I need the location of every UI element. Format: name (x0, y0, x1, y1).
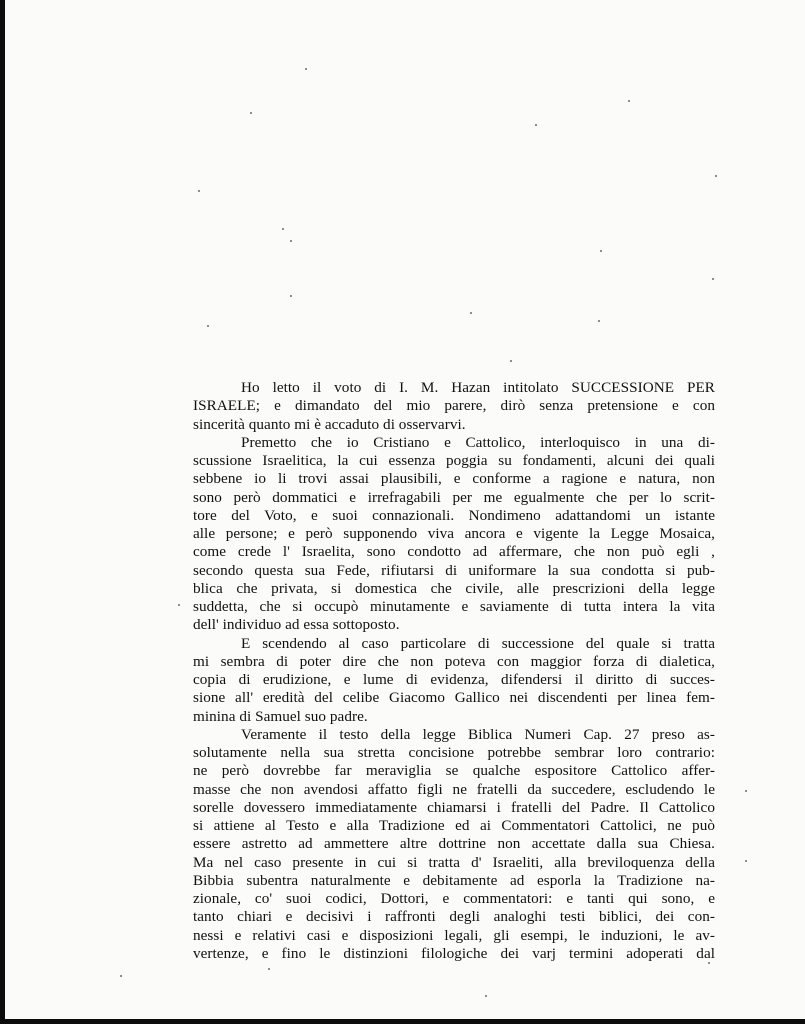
paragraph (193, 726, 715, 963)
text-line: alle persone; e però supponendo viva ancora e vigente la Legge Mosaica, (193, 525, 715, 542)
scan-bottom-border (0, 1019, 805, 1024)
text-line: dell' individuo ad essa sottoposto. (193, 616, 400, 634)
text-line: Premetto che io Cristiano e Cattolico, interloquisco in una di- (241, 433, 715, 451)
text-line: copia di erudizione, e lume di evidenza, difendersi il diritto di succes- (193, 671, 715, 688)
text-line: zionale, co' suoi codici, Dottori, e commentatori: e tanti qui sono, e (193, 890, 715, 907)
text-line: minina di Samuel suo padre. (193, 707, 368, 725)
text-line: Ho letto il voto di I. M. Hazan intitolato SUCCESSIONE PER (241, 379, 715, 396)
text-line: Bibbia subentra naturalmente e debitamente ad esporla la Tradizione na- (193, 871, 715, 889)
text-line: tanto chiari e decisivi i raffronti degli analoghi testi biblici, dei con- (193, 908, 715, 926)
text-line: essere astretto ad ammettere altre dottrine non accettate dalla sua Chiesa. (193, 835, 715, 853)
scan-left-border (0, 0, 5, 1024)
text-line: ISRAELE; e dimandato del mio parere, dirò senza pretensione e con (193, 397, 715, 415)
text-line: Ma nel caso presente in cui si tratta d' Israeliti, alla breviloquenza della (193, 853, 715, 871)
text-line: ne però dovrebbe far meraviglia se qualche espositore Cattolico affer- (193, 762, 715, 780)
text-line: solutamente nella sua stretta concisione potrebbe sembrar loro contrario: (193, 744, 715, 761)
paragraph (193, 635, 715, 726)
text-line: secondo questa sua Fede, rifiutarsi di uniformare la sua condotta si pub- (193, 561, 715, 579)
text-line: E scendendo al caso particolare di successione del quale si tratta (241, 634, 715, 652)
text-line: Veramente il testo della legge Biblica Numeri Cap. 27 preso as- (241, 725, 715, 743)
paragraph (193, 379, 715, 434)
text-line: suddetta, che si occupò minutamente e saviamente di tutta intera la vita (193, 598, 715, 615)
text-line: sorelle dovessero immediatamente chiamarsi i fratelli del Padre. Il Cattolico (193, 798, 715, 816)
text-line: masse che non avendosi affatto figli ne fratelli da succedere, escludendo le (193, 780, 715, 798)
text-line: sincerità quanto mi è accaduto di osservarvi. (193, 415, 466, 433)
text-line: sebbene io li trovi assai plausibili, e conforme a ragione e natura, non (193, 470, 715, 488)
text-line: si attiene al Testo e alla Tradizione ed ai Commentatori Cattolici, ne può (193, 817, 715, 834)
text-line: vertenze, e fino le distinzioni filologiche dei varj termini adoperati dal (193, 944, 715, 962)
text-line: come crede l' Israelita, sono condotto ad affermare, che non può egli , (193, 543, 715, 561)
text-line: blica che privata, si domestica che civile, alle prescrizioni della legge (193, 579, 715, 597)
text-line: mi sembra di poter dire che non poteva con maggior forza di dialetica, (193, 652, 715, 670)
body-text (193, 379, 715, 963)
text-line: nessi e relativi casi e disposizioni legali, gli esempi, le induzioni, le av- (193, 926, 715, 944)
paragraph (193, 434, 715, 635)
text-line: sione all' eredità del celibe Giacomo Gallico nei discendenti per linea fem- (193, 689, 715, 707)
text-line: tore del Voto, e suoi connazionali. Nondimeno adattandomi un istante (193, 506, 715, 524)
text-line: sono però dommatici e irrefragabili per me egualmente che per lo scrit- (193, 488, 715, 506)
text-line: scussione Israelitica, la cui essenza poggia su fondamenti, alcuni dei quali (193, 452, 715, 469)
